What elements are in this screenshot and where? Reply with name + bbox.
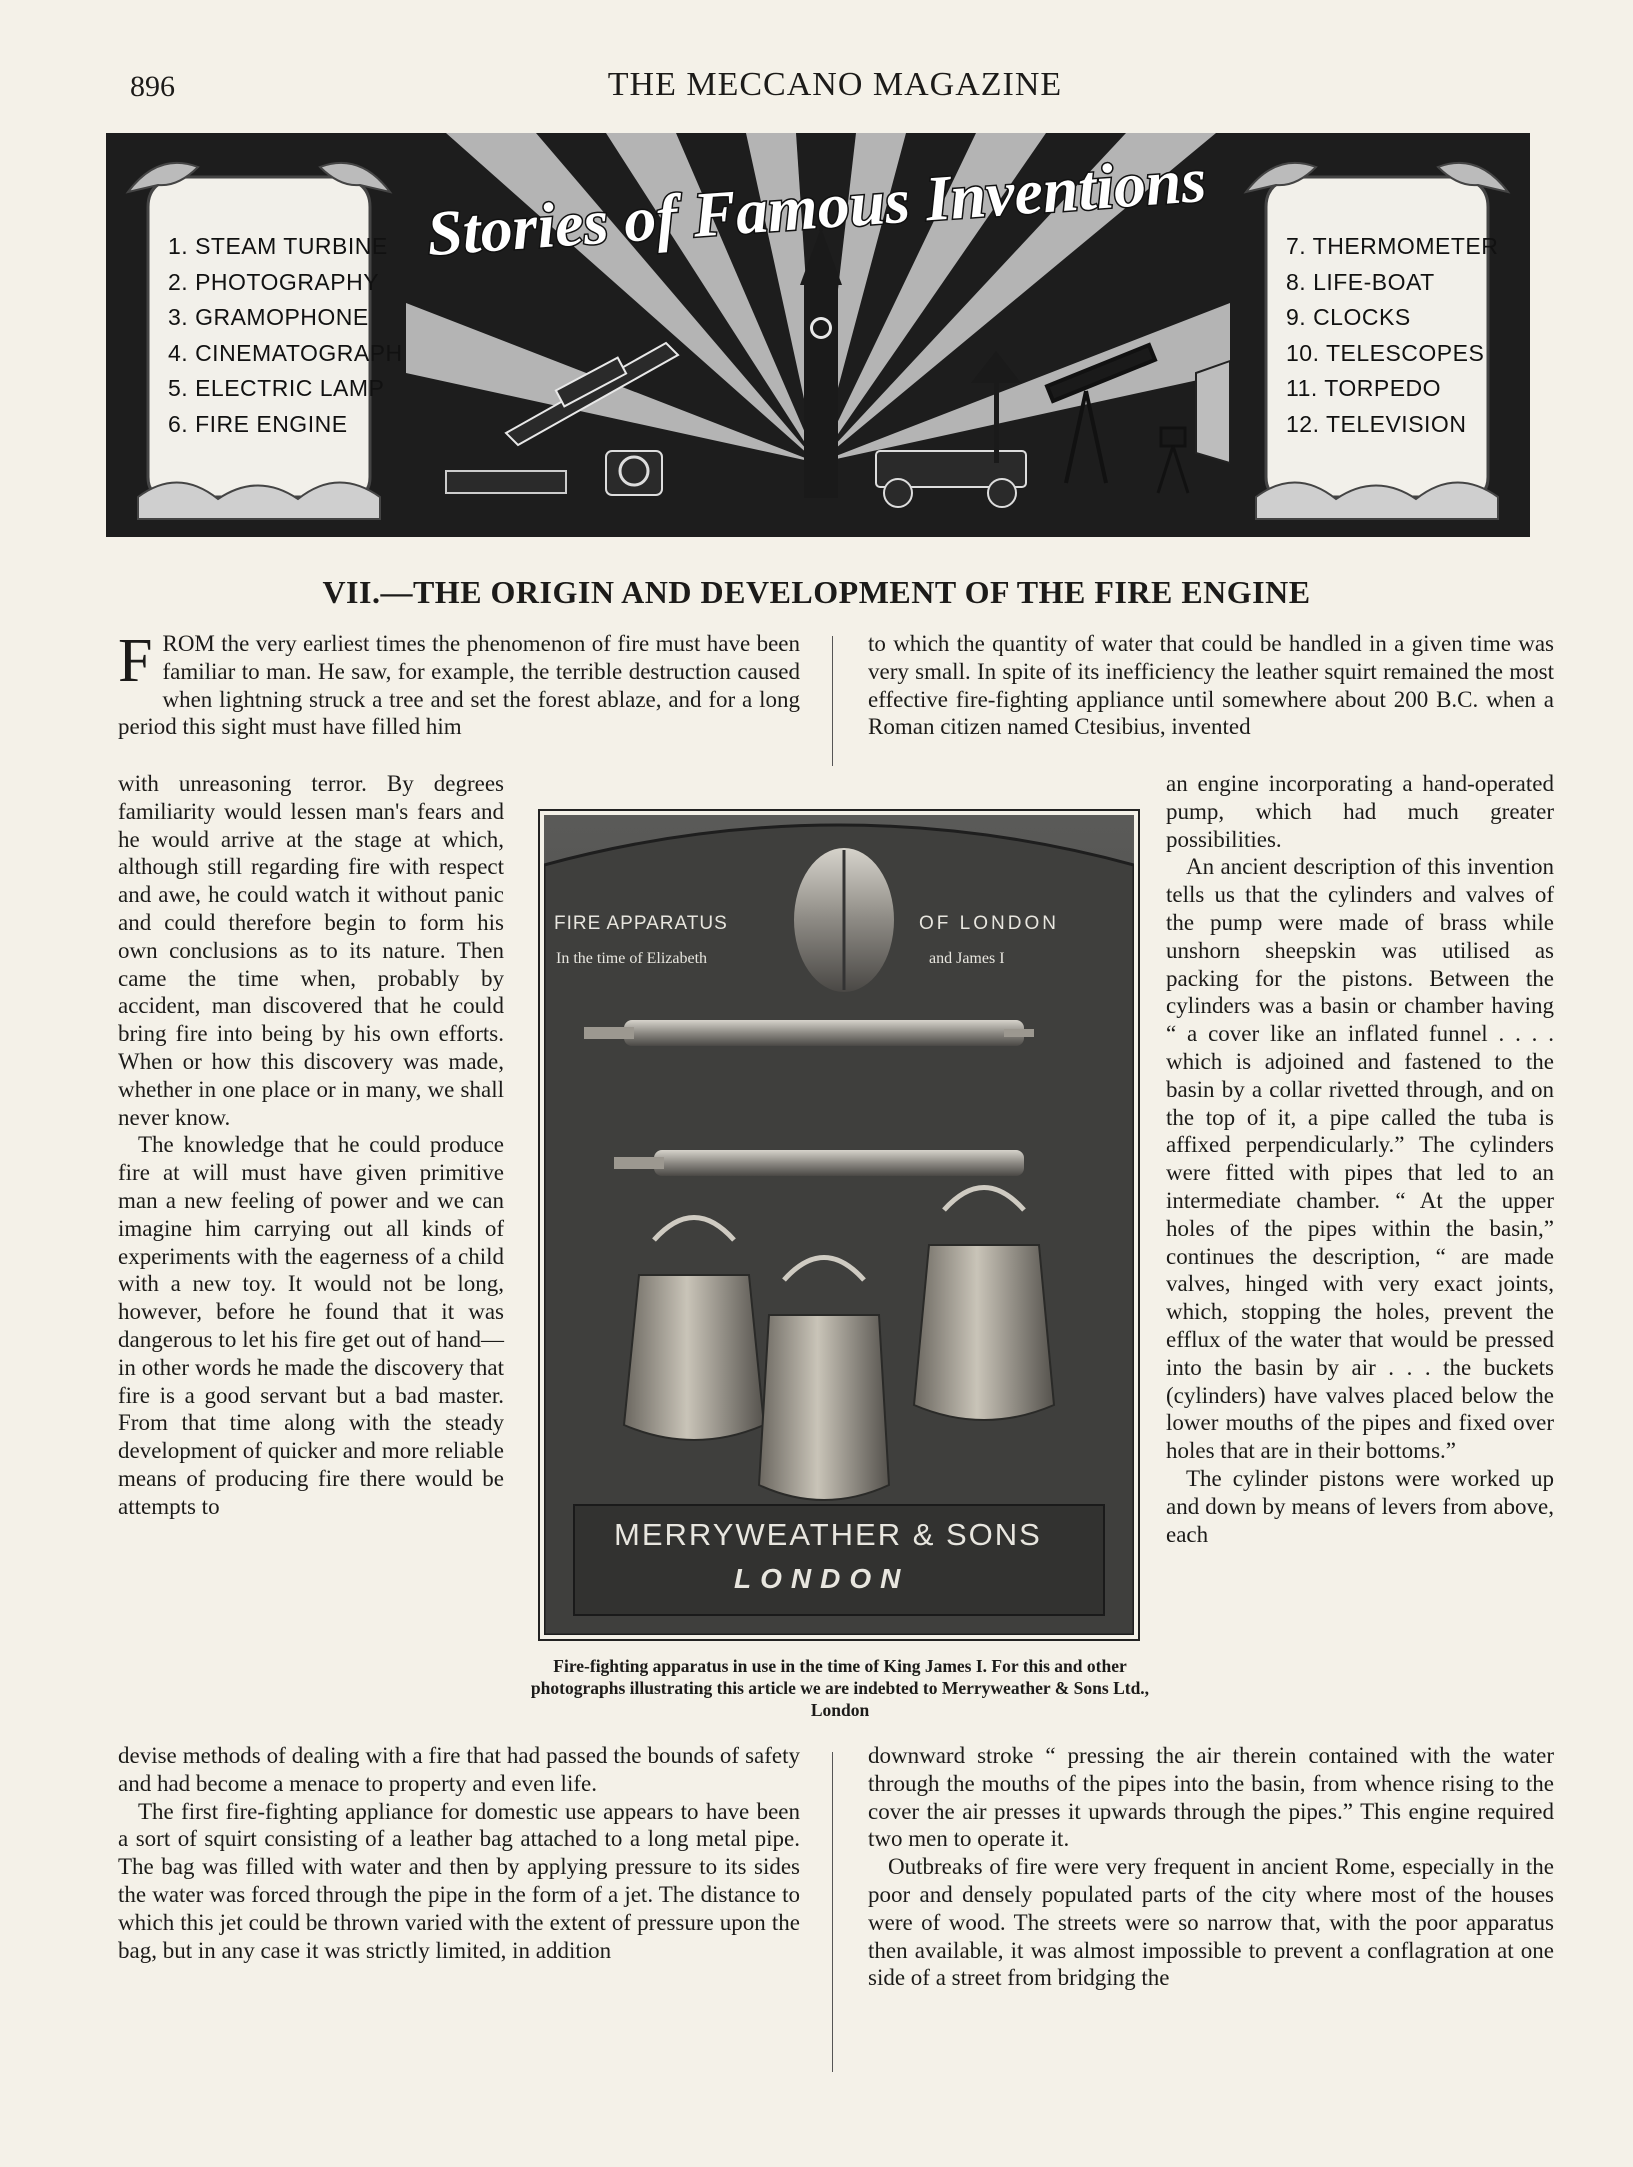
paragraph: An ancient description of this invention tells us that the cylinders and valves of the pump were made of brass while unshorn sheepskin was utilised as packing for the pistons. Between the cylinders was a basin or chamber having “ a cover like an inflated funnel . . . . which is adjoined and fastened to the basin by a collar rivetted through, and on the top of it, a pipe called the tuba is affixed perpendicularly.” The cylinders were fitted with pipes that led to an intermediate chamber. “ At the upper holes of the pipes within the basin,” continues the description, “ are made valves, hinged with very exact joints, which, stopping the holes, prevent the efflux of the water that would be pressed into the basin by air . . . the buckets (cylinders) have valves placed below the lower mouths of the pipes and fixed over holes that are in their bottoms.” [1166, 854, 1554, 1464]
paragraph: an engine incorporating a hand-operated pump, which had much greater possibilities. [1166, 771, 1554, 852]
board-sublabel-right: and James I [929, 950, 1005, 967]
article-title: VII.—THE ORIGIN AND DEVELOPMENT OF THE FIRE ENGINE [322, 574, 1311, 610]
paragraph: downward stroke “ pressing the air therein contained with the water through the mouths of the pipes into the basin, from whence rising to the cover the air presses it upwards through the pipes.” This engine required two men to operate it. [868, 1743, 1554, 1852]
column-1-narrow [118, 770, 504, 1740]
paragraph: The knowledge that he could produce fire at will must have given primitive man a new feeling of power and we can imagine him carrying out all kinds of experiments with the eagerness of a child with a new toy. It would not be long, however, before he found that it was dangerous to let his fire get out of hand—in other words he made the discovery that fire is a good servant but a bad master. From that time along with the steady development of quicker and more reliable means of producing fire there would be attempts to [118, 1132, 504, 1519]
invention-item: 11. TORPEDO [1286, 375, 1442, 401]
invention-item: 8. LIFE-BOAT [1286, 268, 1435, 295]
magazine-title: THE MECCANO MAGAZINE [607, 66, 1063, 103]
plaque-city: LONDON [734, 1563, 910, 1594]
invention-item: 1. STEAM TURBINE [168, 233, 388, 259]
running-head [120, 60, 1550, 110]
column-2-bottom [868, 1742, 1554, 2072]
page-number: 896 [130, 70, 175, 103]
board-label-left: FIRE APPARATUS [554, 913, 728, 934]
column-1-bottom [118, 1742, 800, 2072]
column-rule [832, 1752, 833, 2072]
paragraph: The cylinder pistons were worked up and down by means of levers from above, each [1166, 1465, 1554, 1547]
invention-item: 9. CLOCKS [1286, 304, 1411, 330]
paragraph: The first fire-fighting appliance for domestic use appears to have been a sort of squirt consisting of a leather bag attached to a long metal pipe. The bag was filled with water and then by applying pressure to its sides the water was forced through the pipe in the form of a jet. The distance to which this jet could be thrown varied with the extent of pressure upon the bag, but in any case it was strictly limited, in addition [118, 1798, 800, 1963]
paragraph: with unreasoning terror. By degrees familiarity would lessen man's fears and he would arrive at the stage at which, although still regarding fire with respect and awe, he could watch it without panic and could therefore begin to form his own conclusions as to its nature. Then came the time when, probably by accident, man discovered that he could bring fire into being by his own efforts. When or how this discovery was made, whether in one place or in many, we shall never know. [118, 771, 504, 1130]
paragraph-text: ROM the very earliest times the phenomenon of fire must have been familiar to man. He saw, for example, the terrible destruction caused when lightning struck a tree and set the forest ablaze, and for a long period this sight must have filled him [118, 631, 800, 740]
board-sublabel-left: In the time of Elizabeth [556, 950, 708, 967]
board-label-right: OF LONDON [919, 913, 1059, 934]
column-2-narrow [1166, 770, 1554, 1740]
squirt-pipe-icon [584, 1020, 1034, 1046]
paragraph: to which the quantity of water that could be handled in a given time was very small. In spite of its inefficiency the leather squirt remained the most effective fire-fighting appliance until somewhere about 200 B.C. when a Roman citizen named Ctesibius, invented [868, 631, 1554, 740]
invention-item: 2. PHOTOGRAPHY [168, 268, 380, 295]
invention-item: 5. ELECTRIC LAMP [168, 375, 385, 401]
plaque-maker-name: MERRYWEATHER & SONS [614, 1517, 1042, 1552]
helmet-icon [794, 848, 894, 992]
column-2-top [868, 630, 1554, 770]
invention-item: 3. GRAMOPHONE [168, 304, 369, 330]
inventions-list-left [118, 147, 403, 525]
fire-apparatus-illustration [544, 815, 1134, 1635]
photo-caption: Fire-fighting apparatus in use in the time of King James I. For this and other photographs illustrating this article we are indebted to Merryweather & Sons Ltd., London [530, 1656, 1150, 1720]
invention-item: 6. FIRE ENGINE [168, 410, 348, 437]
paragraph: Outbreaks of fire were very frequent in ancient Rome, especially in the poor and densely populated parts of the city where most of the houses were of wood. The streets were so narrow that, with the poor apparatus then available, it was almost impossible to prevent a conflagration at one side of a street from bridging the [868, 1854, 1554, 1991]
column-rule [832, 636, 833, 766]
fire-apparatus-photo [544, 815, 1134, 1635]
series-title-graphic [406, 133, 1230, 537]
paragraph: devise methods of dealing with a fire that had passed the bounds of safety and had become a menace to property and even life. [118, 1743, 800, 1796]
series-title: Stories of Famous Inventions [424, 143, 1209, 270]
invention-item: 7. THERMOMETER [1286, 233, 1499, 259]
series-banner [106, 133, 1530, 537]
drop-cap: F [118, 627, 153, 695]
column-1-top [118, 627, 800, 770]
invention-item: 4. CINEMATOGRAPH [168, 339, 403, 366]
invention-item: 12. TELEVISION [1286, 410, 1467, 437]
squirt-pipe-icon [614, 1150, 1024, 1176]
invention-item: 10. TELESCOPES [1286, 339, 1485, 366]
paragraph [118, 627, 800, 741]
inventions-list-right [1236, 147, 1518, 525]
